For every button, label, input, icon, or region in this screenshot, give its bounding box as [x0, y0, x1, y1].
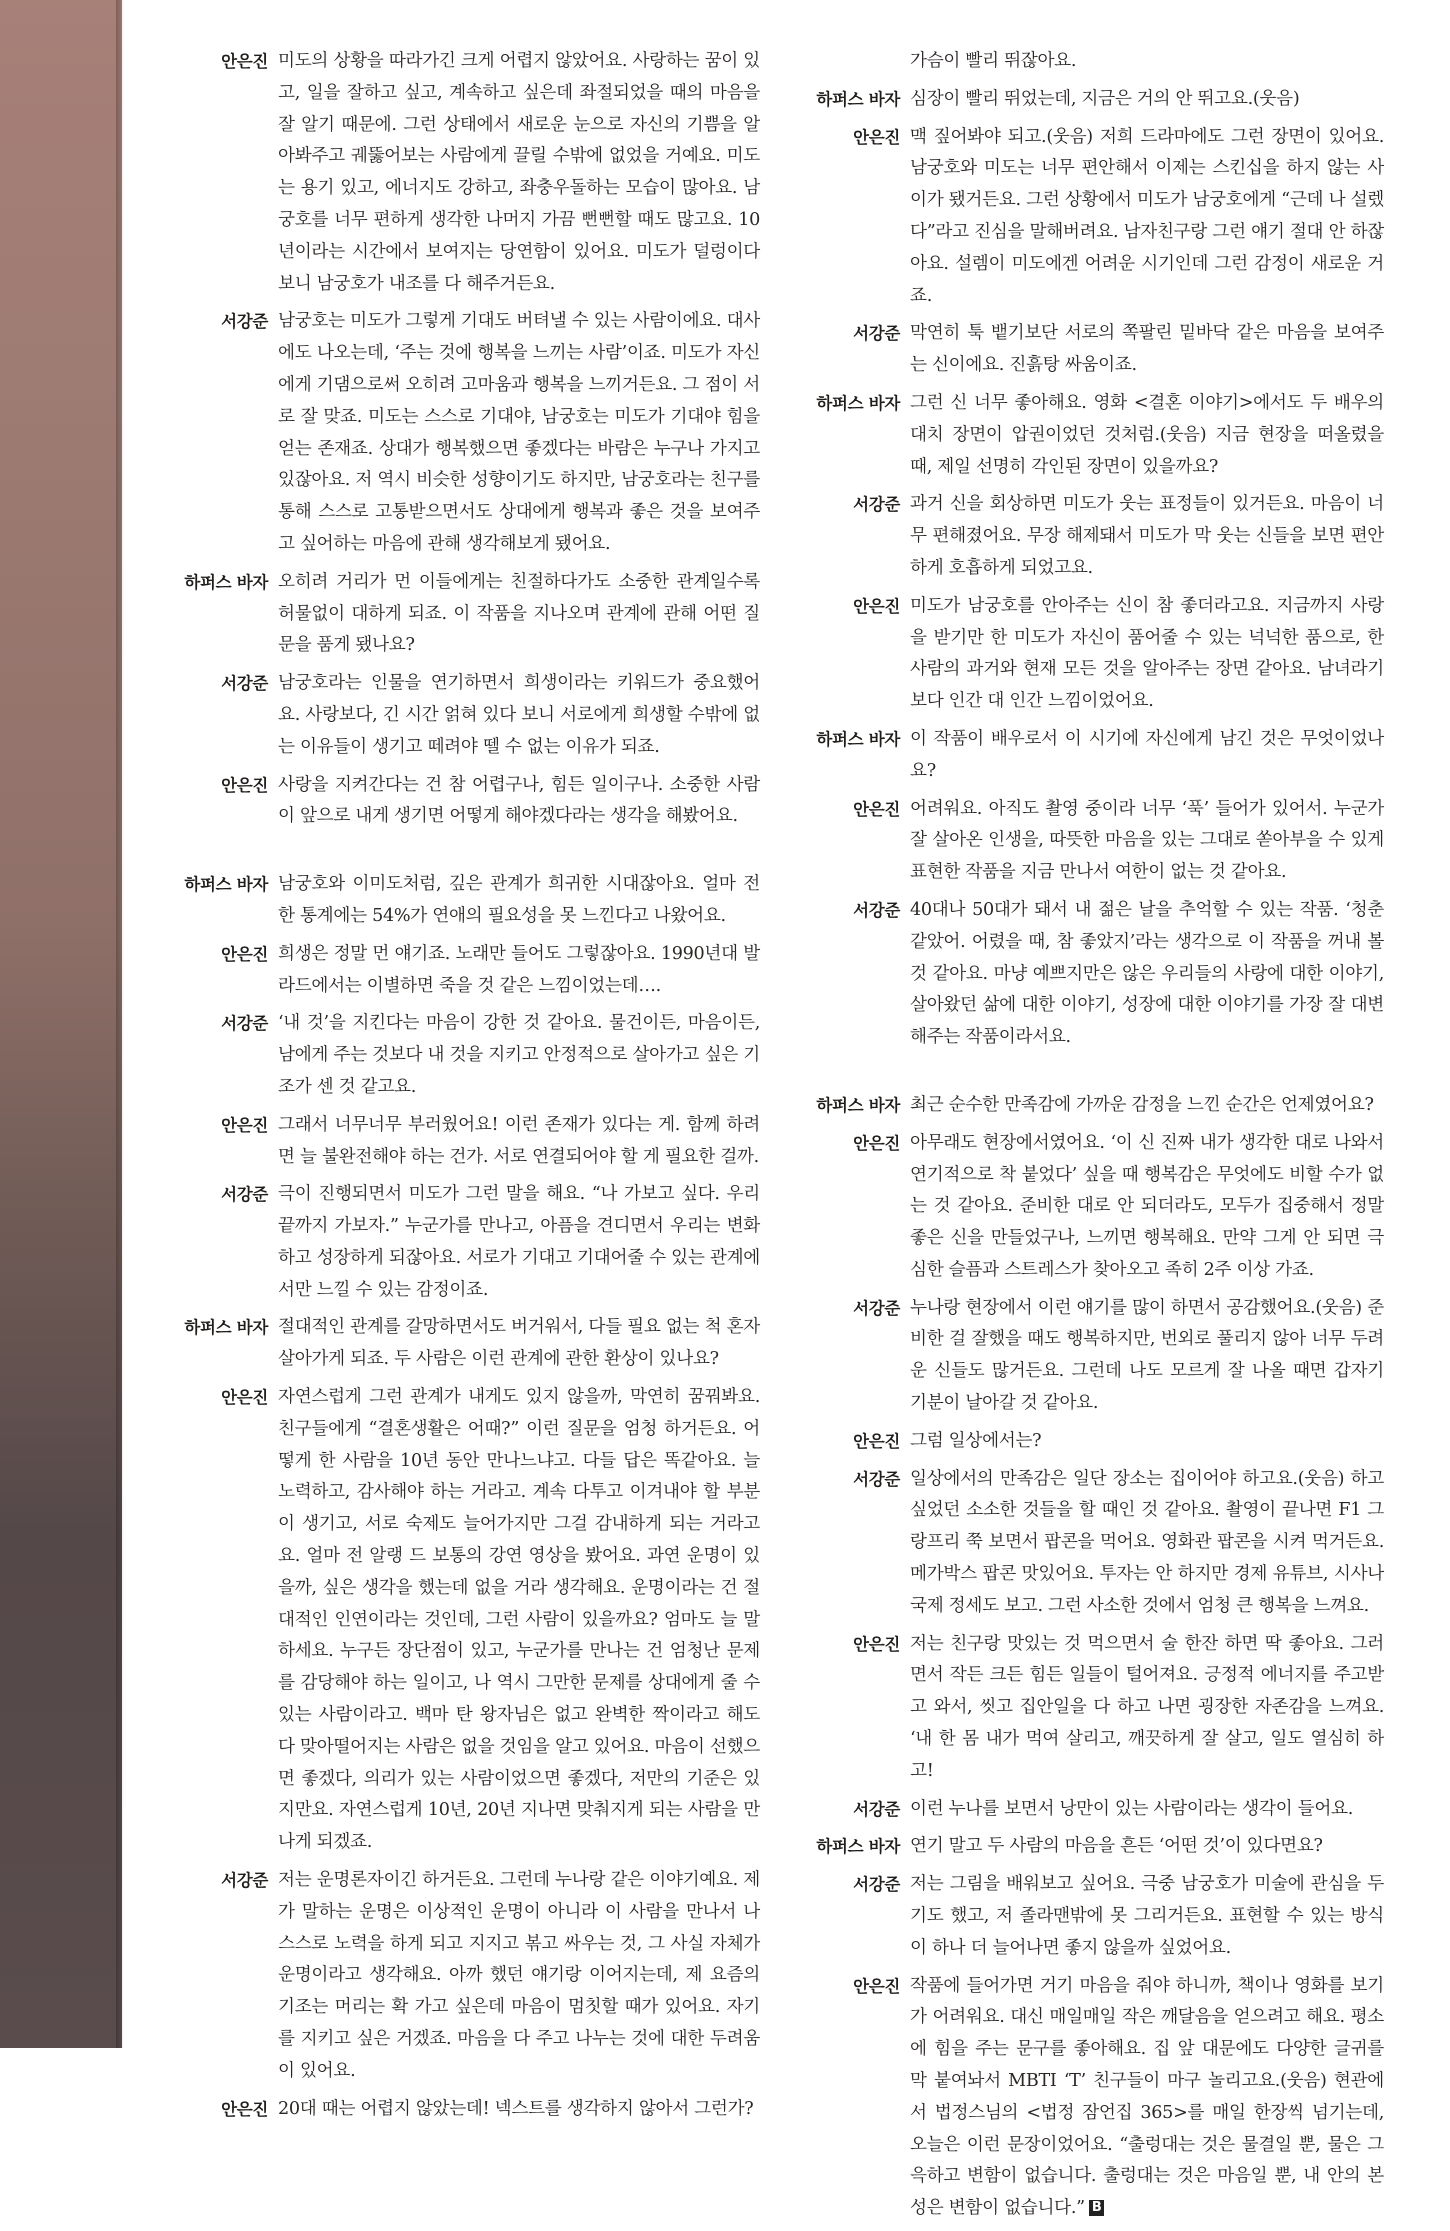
answer-text [910, 1971, 1384, 2225]
interview-entry [792, 388, 1384, 483]
answer-text-body: 그래서 너무너무 부러웠어요! 이런 존재가 있다는 게. 함께 하려면 늘 불완전해야 하는 건가. 서로 연결되어야 할 게 필요한 걸까. [278, 1114, 760, 1167]
answer-text [910, 794, 1384, 889]
answer-text-body: 저는 운명론자이긴 하거든요. 그런데 누나랑 같은 이야기예요. 제가 말하는 운명은 이상적인 운명이 아니라 이 사람을 만나서 나 스스로 노력을 하게 되고 지지고 볶고 싸우는 것, 그 사실 자체가 운명이라고 생각해요. 아까 했던 얘기랑 이어지는데, 제 요즘의 기조는 머리는 확 가고 싶은데 마음이 멈칫할 때가 있어요. 자기를 지키고 싶은 거겠죠. 마음을 다 주고 나누는 것에 대한 두려움이 있어요. [278, 1870, 760, 2081]
answer-text [910, 388, 1384, 483]
interview-entry [792, 1831, 1384, 1863]
answer-text-body: 막연히 툭 뱉기보단 서로의 쪽팔린 밑바닥 같은 마음을 보여주는 신이에요. 진흙탕 싸움이죠. [910, 323, 1384, 376]
speaker-label: 하퍼스 바자 [816, 393, 900, 413]
answer-text-body: 40대나 50대가 돼서 내 젊은 날을 추억할 수 있는 작품. ‘청춘 같았어. 어렸을 때, 참 좋았지’라는 생각으로 이 작품을 꺼내 볼 것 같아요. 마냥 예쁘지만은 않은 우리들의 사랑에 대한 이야기, 살아왔던 삶에 대한 이야기, 성장에 대한 이야기를 가장 잘 대변해주는 작품이라서요. [910, 899, 1384, 1048]
interview-column-left [160, 46, 760, 2131]
answer-text [910, 1426, 1384, 1458]
answer-text-body: 저는 친구랑 맛있는 것 먹으면서 술 한잔 하면 딱 좋아요. 그러면서 작든 크든 힘든 일들이 털어져요. 긍정적 에너지를 주고받고 와서, 씻고 집안일을 다 하고 나면 굉장한 자존감을 느껴요. ‘내 한 몸 내가 먹여 살리고, 깨끗하게 잘 살고, 일도 열심히 하고! [910, 1633, 1384, 1781]
speaker-label [792, 46, 900, 78]
answer-text-body: 저는 그림을 배워보고 싶어요. 극중 남궁호가 미술에 관심을 두기도 했고, 저 졸라맨밖에 못 그리거든요. 표현할 수 있는 방식이 하나 더 늘어나면 좋지 않을까 싶었어요. [910, 1874, 1384, 1958]
speaker-label: 하퍼스 바자 [184, 572, 268, 592]
interview-entry [792, 1426, 1384, 1458]
interview-entry [792, 895, 1384, 1054]
answer-text-body: 최근 순수한 만족감에 가까운 감정을 느낀 순간은 언제였어요? [910, 1094, 1374, 1115]
interview-entry [160, 1110, 760, 1174]
speaker-label: 하퍼스 바자 [184, 1318, 268, 1338]
speaker-label: 하퍼스 바자 [816, 1095, 900, 1115]
answer-text-body: 오히려 거리가 먼 이들에게는 친절하다가도 소중한 관계일수록 허물없이 대하게 되죠. 이 작품을 지나오며 관계에 관해 어떤 질문을 품게 됐나요? [278, 571, 760, 656]
answer-text-body: 미도의 상황을 따라가긴 크게 어렵지 않았어요. 사랑하는 꿈이 있고, 일을 잘하고 싶고, 계속하고 싶은데 좌절되었을 때의 마음을 잘 알기 때문에. 그런 상태에서 새로운 눈으로 자신의 기쁨을 알아봐주고 궤뚫어보는 사람에게 끌릴 수밖에 없었을 거예요. 미도는 용기 있고, 에너지도 강하고, 좌충우돌하는 모습이 많아요. 남궁호를 너무 편하게 생각한 나머지 가끔 뻔뻔할 때도 많고요. 10년이라는 시간에서 보여지는 당연함이 있어요. 미도가 덜렁이다 보니 남궁호가 내조를 다 해주거든요. [278, 51, 760, 294]
answer-text [278, 306, 760, 560]
interview-entry [160, 770, 760, 834]
answer-text [278, 46, 760, 300]
speaker-label: 안은진 [221, 2099, 268, 2119]
answer-text-body: 20대 때는 어렵지 않았는데! 넥스트를 생각하지 않아서 그런가? [278, 2098, 754, 2119]
interview-column-right [792, 46, 1384, 2231]
answer-text [910, 1794, 1384, 1826]
speaker-label: 서강준 [853, 495, 900, 515]
interview-entry [792, 1794, 1384, 1826]
answer-text [278, 869, 760, 933]
answer-text [910, 84, 1384, 116]
speaker-label: 안은진 [221, 1388, 268, 1408]
answer-text [278, 668, 760, 763]
cover-photo-strip [0, 0, 122, 2048]
speaker-label: 서강준 [221, 1185, 268, 1205]
interview-entry [792, 1293, 1384, 1420]
answer-text [910, 1090, 1384, 1122]
spacer [792, 1054, 1384, 1090]
interview-entry [792, 1128, 1384, 1287]
speaker-label: 서강준 [221, 312, 268, 332]
speaker-label: 서강준 [853, 324, 900, 344]
spacer [160, 833, 760, 869]
speaker-label: 하퍼스 바자 [816, 729, 900, 749]
answer-text-body: 연기 말고 두 사람의 마음을 흔든 ‘어떤 것’이 있다면요? [910, 1836, 1323, 1857]
interview-entry [792, 794, 1384, 889]
interview-entry [160, 668, 760, 763]
answer-text-body: 과거 신을 회상하면 미도가 웃는 표정들이 있거든요. 마음이 너무 편해졌어요. 무장 해제돼서 미도가 막 웃는 신들을 보면 편안하게 호흡하게 되었고요. [910, 494, 1384, 578]
interview-entry [160, 939, 760, 1003]
answer-text-body: 작품에 들어가면 거기 마음을 줘야 하니까, 책이나 영화를 보기가 어려워요. 대신 매일매일 작은 깨달음을 얻으려고 해요. 평소에 힘을 주는 문구를 좋아해요. 집 앞 대문에도 다양한 글귀를 막 붙여놔서 MBTI ‘T’ 친구들이 마구 놀리고요.(웃음) 현관에서 법정스님의 <법정 잠언집 365>를 매일 한장씩 넘기는데, 오늘은 이런 문장이었어요. “출렁대는 것은 물결일 뿐, 물은 그윽하고 변함이 없습니다. 출렁대는 것은 마음일 뿐, 내 안의 본성은 변함이 없습니다.” [910, 1975, 1384, 2219]
answer-text-body: 이런 누나를 보면서 낭만이 있는 사람이라는 생각이 들어요. [910, 1798, 1354, 1819]
interview-entry [792, 489, 1384, 584]
speaker-label: 서강준 [221, 674, 268, 694]
answer-text [910, 895, 1384, 1054]
answer-text [910, 46, 1384, 78]
answer-text-body: 절대적인 관계를 갈망하면서도 버거워서, 다들 필요 없는 척 혼자 살아가게 되죠. 두 사람은 이런 관계에 관한 환상이 있나요? [278, 1317, 760, 1370]
answer-text-body: ‘내 것’을 지킨다는 마음이 강한 것 같아요. 물건이든, 마음이든, 남에게 주는 것보다 내 것을 지키고 안정적으로 살아가고 싶은 기조가 센 것 같고요. [278, 1013, 760, 1097]
speaker-label: 서강준 [221, 1014, 268, 1034]
answer-text [278, 1008, 760, 1103]
answer-text [910, 1464, 1384, 1623]
interview-entry [160, 1865, 760, 2088]
answer-text [910, 1869, 1384, 1964]
answer-text-body: 맥 짚어봐야 되고.(웃음) 저희 드라마에도 그런 장면이 있어요. 남궁호와 미도는 너무 편안해서 이제는 스킨십을 하지 않는 사이가 됐거든요. 그런 상황에서 미도가 남궁호에게 “근데 나 설렜다”라고 진심을 말해버려요. 남자친구랑 그런 얘기 절대 안 하잖아요. 설렘이 미도에겐 어려운 시기인데 그런 감정이 새로운 거죠. [910, 126, 1384, 306]
answer-text-body: 심장이 빨리 뛰었는데, 지금은 거의 안 뛰고요.(웃음) [910, 88, 1300, 109]
interview-entry [160, 567, 760, 662]
answer-text [910, 1629, 1384, 1788]
answer-text-body: 극이 진행되면서 미도가 그런 말을 해요. “나 가보고 싶다. 우리 끝까지 가보자.” 누군가를 만나고, 아픔을 견디면서 우리는 변화하고 성장하게 되잖아요. 서로가 기대고 기대어줄 수 있는 관계에서만 느낄 수 있는 감정이죠. [278, 1184, 760, 1300]
answer-text-body: 사랑을 지켜간다는 건 참 어렵구나, 힘든 일이구나. 소중한 사람이 앞으로 내게 생기면 어떻게 해야겠다라는 생각을 해봤어요. [278, 774, 760, 827]
answer-text [278, 939, 760, 1003]
interview-entry [792, 1629, 1384, 1788]
speaker-label: 서강준 [221, 1871, 268, 1891]
interview-entry [792, 318, 1384, 382]
answer-text [278, 1179, 760, 1306]
answer-text-body: 남궁호는 미도가 그렇게 기대도 버텨낼 수 있는 사람이에요. 대사에도 나오는데, ‘주는 것에 행복을 느끼는 사람’이죠. 미도가 자신에게 기댐으로써 오히려 고마움과 행복을 느끼거든요. 그 점이 서로 잘 맞죠. 미도는 스스로 기대야, 남궁호는 미도가 기대야 힘을 얻는 존재죠. 상대가 행복했으면 좋겠다는 바람은 누구나 가지고 있잖아요. 저 역시 비슷한 성향이기도 하지만, 남궁호라는 친구를 통해 스스로 고통받으면서도 상대에게 행복과 좋은 것을 보여주고 싶어하는 마음에 관해 생각해보게 됐어요. [278, 311, 760, 554]
answer-text-body: 이 작품이 배우로서 이 시기에 자신에게 남긴 것은 무엇이었나요? [910, 728, 1384, 781]
answer-text-body: 자연스럽게 그런 관계가 내게도 있지 않을까, 막연히 꿈꿔봐요. 친구들에게 “결혼생활은 어때?” 이런 질문을 엄청 하거든요. 어떻게 한 사람을 10년 동안 만나느냐고. 다들 답은 똑같아요. 늘 노력하고, 감사해야 하는 거라고. 계속 다투고 이겨내야 할 부분이 생기고, 서로 숙제도 늘어가지만 그걸 감내하게 되는 거라고요. 얼마 전 알랭 드 보통의 강연 영상을 봤어요. 과연 운명이 있을까, 싶은 생각을 했는데 없을 거라 생각해요. 운명이라는 건 절대적인 인연이라는 것인데, 그런 사람이 있을까요? 엄마도 늘 말하세요. 누구든 장단점이 있고, 누군가를 만나는 건 엄청난 문제를 감당해야 하는 일이고, 나 역시 그만한 문제를 상대에게 줄 수 있는 사람이라고. 백마 탄 왕자님은 없고 완벽한 짝이라고 해도 다 맞아떨어지는 사람은 없을 것임을 알고 있어요. 마음이 선했으면 좋겠다, 의리가 있는 사람이었으면 좋겠다, 저만의 기준은 있지만요. 자연스럽게 10년, 20년 지나면 맞춰지게 되는 사람을 만나게 되겠죠. [278, 1387, 760, 1853]
answer-text [910, 318, 1384, 382]
interview-entry [792, 591, 1384, 718]
answer-text-body: 남궁호와 이미도처럼, 깊은 관계가 희귀한 시대잖아요. 얼마 전 한 통계에는 54%가 연애의 필요성을 못 느낀다고 나왔어요. [278, 874, 760, 926]
interview-entry [792, 724, 1384, 788]
speaker-label: 안은진 [221, 775, 268, 795]
speaker-label: 하퍼스 바자 [184, 875, 268, 895]
speaker-label: 서강준 [853, 1875, 900, 1895]
speaker-label: 안은진 [853, 127, 900, 147]
answer-text [278, 1382, 760, 1859]
answer-text [910, 489, 1384, 584]
spacer [160, 2125, 760, 2131]
answer-text [910, 1128, 1384, 1287]
interview-entry [160, 306, 760, 560]
answer-text [910, 1293, 1384, 1420]
spacer [792, 2225, 1384, 2231]
answer-text-body: 남궁호라는 인물을 연기하면서 희생이라는 키워드가 중요했어요. 사랑보다, 긴 시간 얽혀 있다 보니 서로에게 희생할 수밖에 없는 이유들이 생기고 떼려야 뗄 수 없는 이유가 되죠. [278, 673, 760, 757]
speaker-label: 안은진 [221, 1115, 268, 1135]
answer-text [910, 122, 1384, 313]
answer-text [910, 1831, 1384, 1863]
interview-entry [160, 1179, 760, 1306]
answer-text [278, 2094, 760, 2126]
answer-text [278, 1110, 760, 1174]
end-mark-icon: B [1089, 2200, 1105, 2216]
interview-entry [160, 46, 760, 300]
answer-text-body: 어려워요. 아직도 촬영 중이라 너무 ‘푹’ 들어가 있어서. 누군가 잘 살아온 인생을, 따뜻한 마음을 있는 그대로 쏟아부을 수 있게 표현한 작품을 지금 만나서 여한이 없는 것 같아요. [910, 798, 1384, 883]
interview-entry [160, 1008, 760, 1103]
interview-entry [160, 2094, 760, 2126]
speaker-label: 하퍼스 바자 [816, 1837, 900, 1857]
speaker-label: 안은진 [853, 799, 900, 819]
speaker-label: 서강준 [853, 1799, 900, 1819]
speaker-label: 안은진 [853, 1976, 900, 1996]
speaker-label: 하퍼스 바자 [816, 89, 900, 109]
interview-entry [160, 869, 760, 933]
interview-entry [792, 1869, 1384, 1964]
answer-text [910, 724, 1384, 788]
answer-text-body: 미도가 남궁호를 안아주는 신이 참 좋더라고요. 지금까지 사랑을 받기만 한 미도가 자신이 품어줄 수 있는 넉넉한 품으로, 한 사람의 과거와 현재 모든 것을 알아주는 장면 같아요. 남녀라기보다 인간 대 인간 느낌이었어요. [910, 595, 1384, 712]
interview-entry [792, 122, 1384, 313]
answer-text [278, 567, 760, 662]
answer-text-body: 희생은 정말 먼 얘기죠. 노래만 들어도 그렇잖아요. 1990년대 발라드에서는 이별하면 죽을 것 같은 느낌이었는데…. [278, 943, 760, 996]
answer-text-body: 누나랑 현장에서 이런 얘기를 많이 하면서 공감했어요.(웃음) 준비한 걸 잘했을 때도 행복하지만, 번외로 풀리지 않아 너무 두려운 신들도 많거든요. 그런데 나도 모르게 잘 나올 때면 갑자기 기분이 날아갈 것 같아요. [910, 1297, 1384, 1414]
speaker-label: 안은진 [853, 1431, 900, 1451]
answer-text [910, 591, 1384, 718]
answer-text-body: 가슴이 빨리 뛰잖아요. [910, 51, 1077, 71]
answer-text-body: 그럼 일상에서는? [910, 1430, 1042, 1451]
answer-text [278, 770, 760, 834]
speaker-label: 안은진 [853, 1133, 900, 1153]
answer-text-body: 그런 신 너무 좋아해요. 영화 <결혼 이야기>에서도 두 배우의 대치 장면이 압권이었던 것처럼.(웃음) 지금 현장을 떠올렸을 때, 제일 선명히 각인된 장면이 있을까요? [910, 392, 1384, 477]
interview-entry [792, 46, 1384, 78]
speaker-label: 서강준 [853, 900, 900, 920]
answer-text [278, 1865, 760, 2088]
speaker-label: 안은진 [221, 944, 268, 964]
answer-text [278, 1312, 760, 1376]
speaker-label: 안은진 [221, 52, 268, 71]
interview-entry [792, 1090, 1384, 1122]
interview-entry [160, 1312, 760, 1376]
answer-text-body: 일상에서의 만족감은 일단 장소는 집이어야 하고요.(웃음) 하고 싶었던 소소한 것들을 할 때인 것 같아요. 촬영이 끝나면 F1 그랑프리 쭉 보면서 팝콘을 먹어요. 영화관 팝콘을 시켜 먹거든요. 메가박스 팝콘 맛있어요. 투자는 안 하지만 경제 유튜브, 시사나 국제 정세도 보고. 그런 사소한 것에서 엄청 큰 행복을 느껴요. [910, 1468, 1384, 1616]
speaker-label: 안은진 [853, 1634, 900, 1654]
speaker-label: 안은진 [853, 596, 900, 616]
interview-entry [792, 84, 1384, 116]
answer-text-body: 아무래도 현장에서였어요. ‘이 신 진짜 내가 생각한 대로 나와서 연기적으로 착 붙었다’ 싶을 때 행복감은 무엇에도 비할 수가 없는 것 같아요. 준비한 대로 안 되더라도, 모두가 집중해서 정말 좋은 신을 만들었구나, 느끼면 행복해요. 만약 그게 안 되면 극심한 슬픔과 스트레스가 찾아오고 족히 2주 이상 가죠. [910, 1132, 1384, 1280]
interview-entry [160, 1382, 760, 1859]
interview-entry [792, 1971, 1384, 2225]
speaker-label: 서강준 [853, 1469, 900, 1489]
interview-entry [792, 1464, 1384, 1623]
speaker-label: 서강준 [853, 1298, 900, 1318]
